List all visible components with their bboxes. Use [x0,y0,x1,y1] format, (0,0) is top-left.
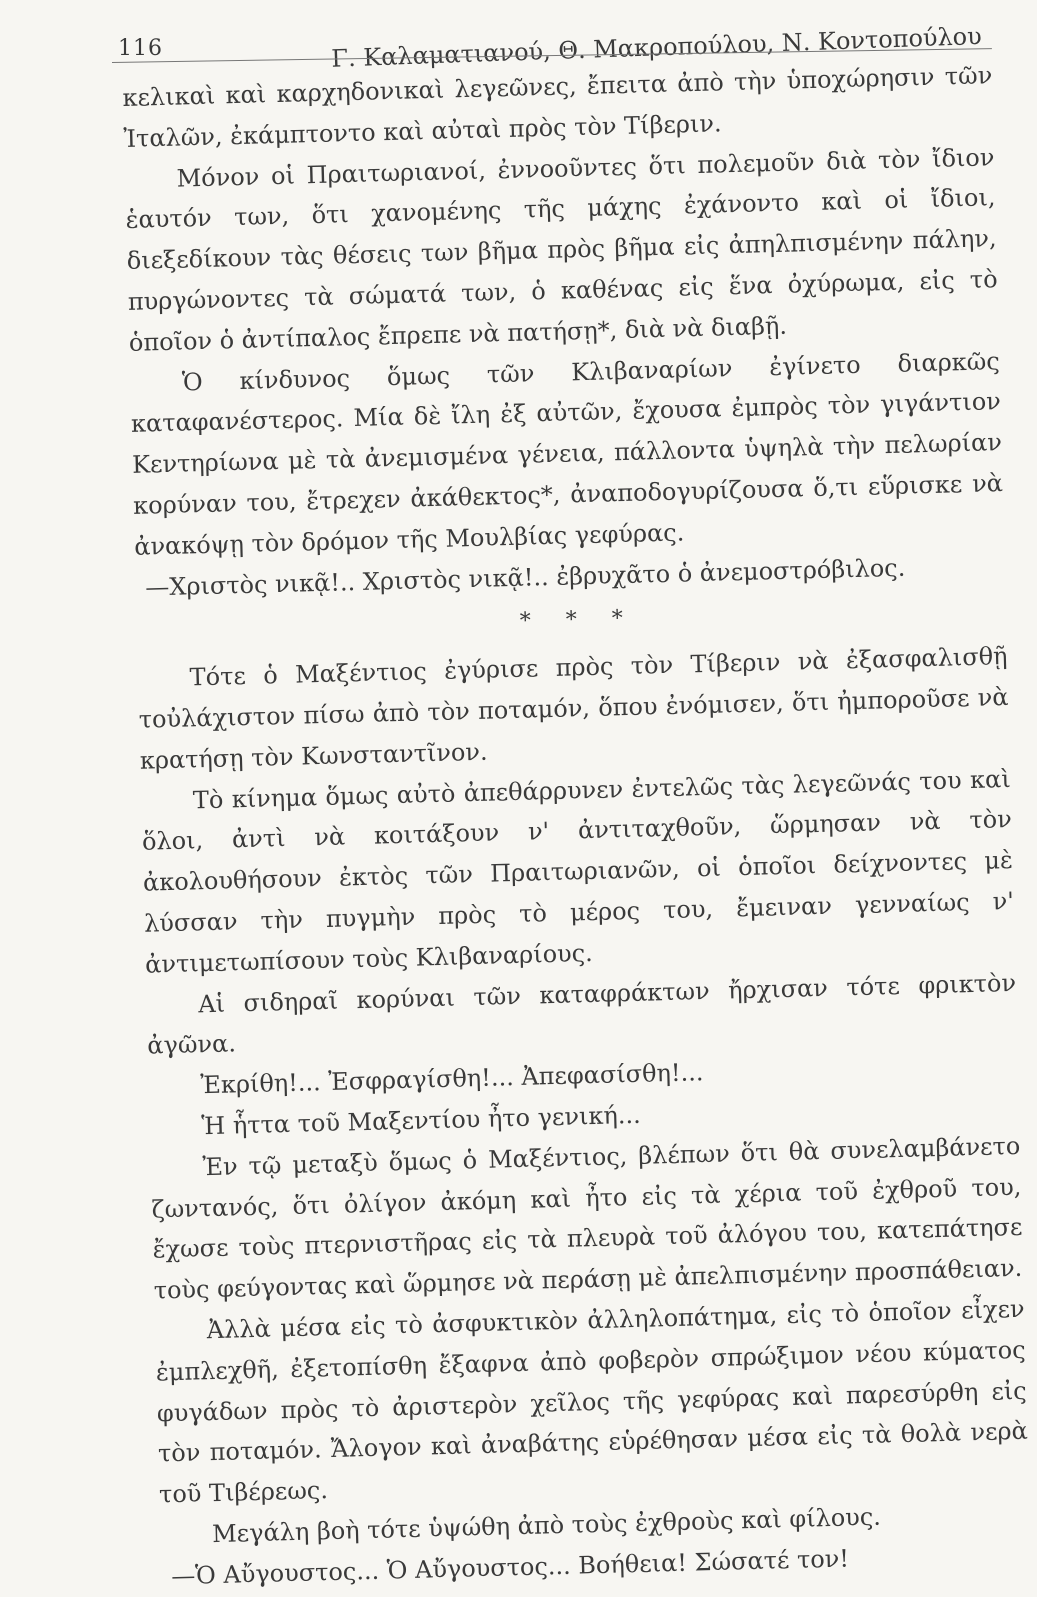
body-text [122,55,1031,1597]
running-title: Γ. Καλαματιανού, Θ. Μακροπούλου, Ν. Κοντοπούλου [331,22,983,73]
paragraph: Ἀλλὰ μέσα εἰς τὸ ἀσφυκτικὸν ἀλληλοπάτημα, εἰς τὸ ὁποῖον εἶχεν ἐμπλεχθῆ, ἐξετοπίσθη ἔξαφνα ἀπὸ φοβερὸν σπρώξιμον νέου κύματος φυγάδων πρὸς τὸ ἀριστερὸν χεῖλος τῆς γεφύρας καὶ παρεσύρθη εἰς τὸν ποταμόν. Ἄλογον καὶ ἀναβάτης εὑρέθησαν μέσα εἰς τὰ θολὰ νερὰ τοῦ Τιβέρεως. [155,1294,1029,1509]
paragraph: Ἡ ἧττα τοῦ Μαξεντίου ἦτο γενική... [201,1100,641,1141]
paragraph: Ἐκρίθη!... Ἐσφραγίσθη!... Ἀπεφασίσθη!... [200,1058,704,1100]
paragraph: κελικαὶ καὶ καρχηδονικαὶ λεγεῶνες, ἔπειτα ἀπὸ τὴν ὑποχώρησιν τῶν Ἰταλῶν, ἐκάμπτοντο καὶ αὐταὶ πρὸς τὸν Τίβεριν. [122,61,993,153]
section-separator: * * * [519,606,638,635]
paragraph: Τότε ὁ Μαξέντιος ἐγύρισε πρὸς τὸν Τίβεριν νὰ ἐξασφαλισθῇ τοὐλάχιστον πίσω ἀπὸ τὸν ποταμόν, ὅπου ἐνόμισεν, ὅτι ἠμποροῦσε νὰ κρατήσῃ τὸν Κωνσταντῖνον. [138,642,1009,775]
paragraph: Τὸ κίνημα ὅμως αὐτὸ ἀπεθάρρυνεν ἐντελῶς τὰς λεγεῶνάς του καὶ ὅλοι, ἀντὶ νὰ κοιτάξουν ν' ἀντιταχθοῦν, ὥρμησαν νὰ τὸν ἀκολουθήσουν ἐκτὸς τῶν Πραιτωριανῶν, οἱ ὁποῖοι δείχνοντες μὲ λύσσαν τὴν πυγμὴν πρὸς τὸ μέρος του, ἔμειναν γενναίως ν' ἀντιμετωπίσουν τοὺς Κλιβαναρίους. [141,764,1015,979]
page-number: 116 [118,36,163,61]
paragraph: Αἱ σιδηραῖ κορύναι τῶν καταφράκτων ἤρχισαν τότε φρικτὸν ἀγῶνα. [146,968,1017,1060]
paragraph: Ὁ κίνδυνος ὅμως τῶν Κλιβαναρίων ἐγίνετο διαρκῶς καταφανέστερος. Μία δὲ ἴλη ἐξ αὐτῶν, ἔχουσα ἐμπρὸς τὸν γιγάντιον Κεντηρίωνα μὲ τὰ ἀνεμισμένα γένεια, πάλλοντα ὑψηλὰ τὴν πελωρίαν κορύναν του, ἔτρεχεν ἀκάθεκτος*, ἀναποδογυρίζουσα ὅ,τι εὕρισκε νὰ ἀνακόψῃ τὸν δρόμον τῆς Μουλβίας γεφύρας. [130,346,1004,561]
paragraph: Μόνον οἱ Πραιτωριανοί, ἐννοοῦντες ὅτι πολεμοῦν διὰ τὸν ἴδιον ἑαυτόν των, ὅτι χανομένης τῆς μάχης ἐχάνοντο καὶ οἱ ἴδιοι, διεξεδίκουν τὰς θέσεις των βῆμα πρὸς βῆμα εἰς ἀπηλπισμένην πάλην, πυργώνοντες τὰ σώματά των, ὁ καθένας εἰς ἕνα ὀχύρωμα, εἰς τὸ ὁποῖον ὁ ἀντίπαλος ἔπρεπε νὰ πατήσῃ*, διὰ νὰ διαβῇ. [125,142,998,357]
page-header [112,14,992,73]
paragraph: Μεγάλη βοὴ τότε ὑψώθη ἀπὸ τοὺς ἐχθροὺς καὶ φίλους. [211,1502,882,1549]
dialogue-line: —Χριστὸς νικᾷ!.. Χριστὸς νικᾷ!.. ἐβρυχᾶτο ὁ ἀνεμοστρόβιλος. [144,553,906,602]
dialogue-line: —Ὁ Αὔγουστος... Ὁ Αὔγουστος... Βοήθεια! Σώσατέ τον! [170,1544,850,1590]
paragraph: Ἐν τῷ μεταξὺ ὅμως ὁ Μαξέντιος, βλέπων ὅτι θὰ συνελαμβάνετο ζωντανός, ὅτι ὀλίγον ἀκόμη καὶ ἦτο εἰς τὰ χέρια τοῦ ἐχθροῦ του, ἔχωσε τοὺς πτερνιστῆρας εἰς τὰ πλευρὰ τοῦ ἀλόγου του, κατεπάτησε τοὺς φεύγοντας καὶ ὥρμησε νὰ περάσῃ μὲ ἀπελπισμένην προσπάθειαν. [151,1131,1023,1305]
